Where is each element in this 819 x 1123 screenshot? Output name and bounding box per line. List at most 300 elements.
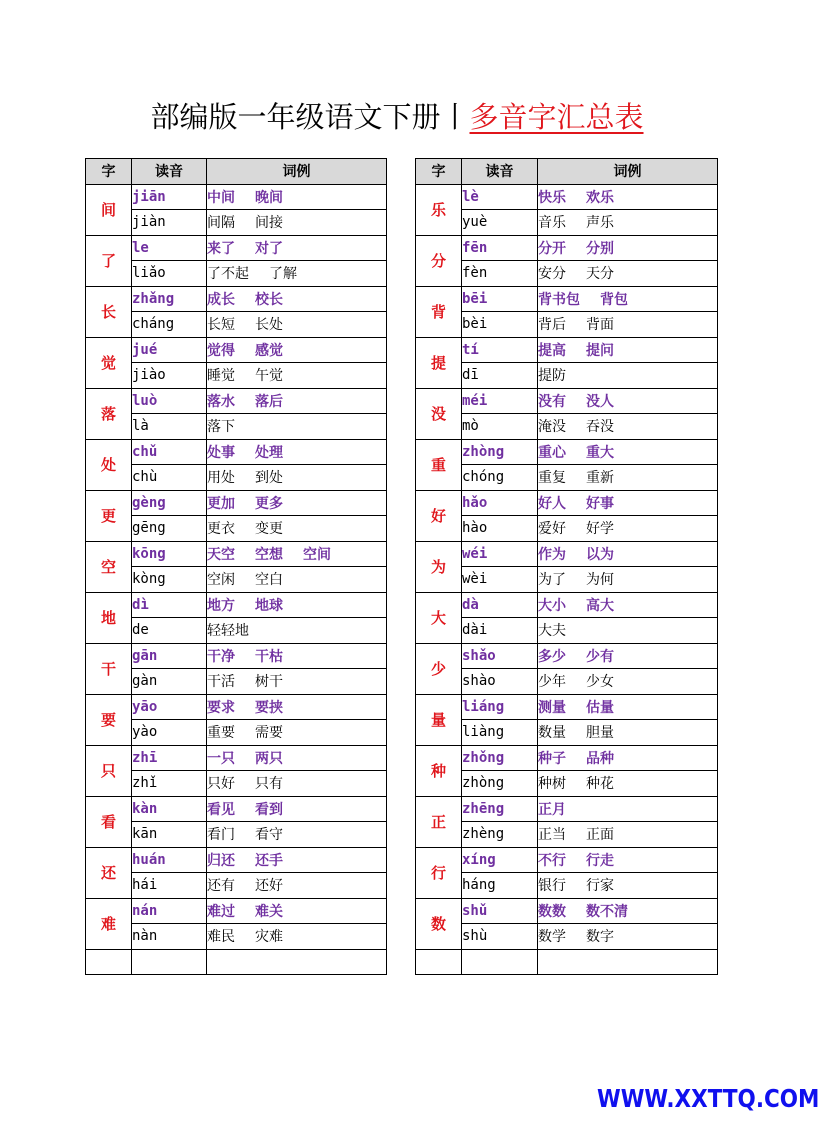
left-table bbox=[85, 158, 387, 975]
example-word: 安分 bbox=[538, 266, 566, 283]
example-word: 多少 bbox=[538, 648, 566, 665]
example-word: 长短 bbox=[207, 317, 235, 334]
table-row bbox=[86, 210, 387, 236]
example-words-cell bbox=[207, 822, 387, 848]
pinyin-cell: háng bbox=[462, 873, 538, 899]
pinyin-cell: shào bbox=[462, 669, 538, 695]
example-words-cell bbox=[538, 669, 718, 695]
pinyin-cell: liáng bbox=[462, 694, 538, 720]
polyphone-char: 正 bbox=[416, 796, 462, 847]
example-word: 背包 bbox=[600, 291, 628, 308]
table-row bbox=[86, 720, 387, 746]
table-row bbox=[86, 771, 387, 797]
table-row bbox=[416, 465, 718, 491]
table-row bbox=[416, 924, 718, 950]
example-word: 睡觉 bbox=[207, 368, 235, 385]
example-word: 变更 bbox=[255, 521, 283, 538]
example-words-cell bbox=[207, 414, 387, 440]
example-words-cell bbox=[538, 822, 718, 848]
table-row bbox=[416, 822, 718, 848]
example-word: 觉得 bbox=[207, 342, 235, 359]
table-row bbox=[416, 771, 718, 797]
pinyin-cell: tí bbox=[462, 337, 538, 363]
example-words-cell bbox=[207, 210, 387, 236]
example-word: 处理 bbox=[255, 444, 283, 461]
table-row bbox=[416, 286, 718, 312]
table-row bbox=[86, 592, 387, 618]
example-word: 难民 bbox=[207, 929, 235, 946]
header-char: 字 bbox=[86, 159, 132, 185]
polyphone-char: 提 bbox=[416, 337, 462, 388]
example-words-cell bbox=[538, 643, 718, 669]
example-word: 看守 bbox=[255, 827, 283, 844]
example-word: 少年 bbox=[538, 674, 566, 691]
example-words-cell bbox=[538, 286, 718, 312]
example-word: 没人 bbox=[586, 393, 614, 410]
example-word: 少女 bbox=[586, 674, 614, 691]
table-row bbox=[416, 567, 718, 593]
example-word: 看到 bbox=[255, 801, 283, 818]
pinyin-cell: méi bbox=[462, 388, 538, 414]
pinyin-cell: chǔ bbox=[132, 439, 207, 465]
example-word: 落后 bbox=[255, 393, 283, 410]
example-word: 胆量 bbox=[586, 725, 614, 742]
pinyin-cell: kàn bbox=[132, 796, 207, 822]
example-word: 午觉 bbox=[255, 368, 283, 385]
example-word: 快乐 bbox=[538, 189, 566, 206]
table-row bbox=[86, 796, 387, 822]
table-row bbox=[416, 312, 718, 338]
example-word: 间隔 bbox=[207, 215, 235, 232]
pinyin-cell: zhǎng bbox=[132, 286, 207, 312]
right-table bbox=[415, 158, 718, 975]
example-words-cell bbox=[538, 694, 718, 720]
example-word: 要求 bbox=[207, 699, 235, 716]
polyphone-char: 更 bbox=[86, 490, 132, 541]
pinyin-cell: lè bbox=[462, 184, 538, 210]
example-words-cell bbox=[538, 337, 718, 363]
polyphone-char: 行 bbox=[416, 847, 462, 898]
example-word: 声乐 bbox=[586, 215, 614, 232]
example-word: 处事 bbox=[207, 444, 235, 461]
example-words-cell bbox=[538, 771, 718, 797]
example-word: 感觉 bbox=[255, 342, 283, 359]
pinyin-cell: zhòng bbox=[462, 439, 538, 465]
table-row bbox=[86, 643, 387, 669]
example-word: 欢乐 bbox=[586, 189, 614, 206]
pinyin-cell: dài bbox=[462, 618, 538, 644]
example-word: 空间 bbox=[303, 546, 331, 563]
example-word: 淹没 bbox=[538, 419, 566, 436]
pinyin-cell: luò bbox=[132, 388, 207, 414]
example-word: 轻轻地 bbox=[207, 623, 249, 640]
table-row bbox=[416, 414, 718, 440]
table-row bbox=[416, 388, 718, 414]
pinyin-cell: hái bbox=[132, 873, 207, 899]
example-word: 音乐 bbox=[538, 215, 566, 232]
pinyin-cell: cháng bbox=[132, 312, 207, 338]
header-examples: 词例 bbox=[207, 159, 387, 185]
table-row bbox=[86, 490, 387, 516]
polyphone-char: 要 bbox=[86, 694, 132, 745]
example-word: 银行 bbox=[538, 878, 566, 895]
example-word: 大夫 bbox=[538, 623, 566, 640]
empty-cell bbox=[462, 949, 538, 975]
table-row bbox=[416, 847, 718, 873]
example-word: 天空 bbox=[207, 546, 235, 563]
pinyin-cell: mò bbox=[462, 414, 538, 440]
example-word: 大小 bbox=[538, 597, 566, 614]
example-word: 间接 bbox=[255, 215, 283, 232]
table-row bbox=[416, 720, 718, 746]
example-words-cell bbox=[538, 847, 718, 873]
example-word: 重心 bbox=[538, 444, 566, 461]
pinyin-cell: shù bbox=[462, 924, 538, 950]
example-word: 只有 bbox=[255, 776, 283, 793]
example-word: 背面 bbox=[586, 317, 614, 334]
example-word: 干枯 bbox=[255, 648, 283, 665]
example-word: 以为 bbox=[586, 546, 614, 563]
pinyin-cell: zhī bbox=[132, 745, 207, 771]
empty-row bbox=[86, 949, 387, 975]
pinyin-cell: nàn bbox=[132, 924, 207, 950]
example-word: 为了 bbox=[538, 572, 566, 589]
table-row bbox=[86, 439, 387, 465]
example-word: 地方 bbox=[207, 597, 235, 614]
example-word: 品种 bbox=[586, 750, 614, 767]
example-words-cell bbox=[538, 312, 718, 338]
pinyin-cell: kān bbox=[132, 822, 207, 848]
example-words-cell bbox=[538, 184, 718, 210]
example-words-cell bbox=[538, 541, 718, 567]
empty-cell bbox=[132, 949, 207, 975]
table-row bbox=[416, 235, 718, 261]
example-word: 为何 bbox=[586, 572, 614, 589]
polyphone-char: 觉 bbox=[86, 337, 132, 388]
table-row bbox=[86, 694, 387, 720]
table-row bbox=[416, 184, 718, 210]
example-words-cell bbox=[207, 286, 387, 312]
pinyin-cell: zhēng bbox=[462, 796, 538, 822]
example-word: 长处 bbox=[255, 317, 283, 334]
title-highlight: 多音字汇总表 bbox=[469, 100, 644, 134]
example-words-cell bbox=[207, 439, 387, 465]
table-row bbox=[416, 873, 718, 899]
example-words-cell bbox=[538, 235, 718, 261]
example-word: 空闲 bbox=[207, 572, 235, 589]
example-word: 高大 bbox=[586, 597, 614, 614]
example-word: 难过 bbox=[207, 903, 235, 920]
table-row bbox=[416, 516, 718, 542]
polyphone-char: 难 bbox=[86, 898, 132, 949]
table-row bbox=[86, 337, 387, 363]
example-word: 估量 bbox=[586, 699, 614, 716]
example-word: 数字 bbox=[586, 929, 614, 946]
example-word: 校长 bbox=[255, 291, 283, 308]
example-word: 提防 bbox=[538, 368, 566, 385]
pinyin-cell: yào bbox=[132, 720, 207, 746]
polyphone-char: 重 bbox=[416, 439, 462, 490]
table-row bbox=[416, 669, 718, 695]
example-word: 落水 bbox=[207, 393, 235, 410]
table-row bbox=[86, 286, 387, 312]
example-word: 更衣 bbox=[207, 521, 235, 538]
polyphone-char: 处 bbox=[86, 439, 132, 490]
pinyin-cell: shǔ bbox=[462, 898, 538, 924]
example-word: 两只 bbox=[255, 750, 283, 767]
pinyin-cell: jué bbox=[132, 337, 207, 363]
table-row bbox=[416, 337, 718, 363]
table-row bbox=[86, 235, 387, 261]
example-words-cell bbox=[538, 924, 718, 950]
example-word: 难关 bbox=[255, 903, 283, 920]
pinyin-cell: hào bbox=[462, 516, 538, 542]
example-word: 天分 bbox=[586, 266, 614, 283]
polyphone-char: 了 bbox=[86, 235, 132, 286]
example-words-cell bbox=[538, 261, 718, 287]
table-row bbox=[86, 898, 387, 924]
table-row bbox=[416, 796, 718, 822]
example-words-cell bbox=[207, 924, 387, 950]
example-word: 中间 bbox=[207, 189, 235, 206]
header-row bbox=[86, 159, 387, 185]
pinyin-cell: jiàn bbox=[132, 210, 207, 236]
pinyin-cell: gèng bbox=[132, 490, 207, 516]
header-reading: 读音 bbox=[132, 159, 207, 185]
example-word: 少有 bbox=[586, 648, 614, 665]
pinyin-cell: kòng bbox=[132, 567, 207, 593]
table-row bbox=[86, 541, 387, 567]
example-words-cell bbox=[538, 388, 718, 414]
example-word: 分开 bbox=[538, 240, 566, 257]
example-words-cell bbox=[207, 771, 387, 797]
polyphone-char: 还 bbox=[86, 847, 132, 898]
pinyin-cell: zhǐ bbox=[132, 771, 207, 797]
example-word: 树干 bbox=[255, 674, 283, 691]
empty-cell bbox=[86, 949, 132, 975]
example-words-cell bbox=[207, 796, 387, 822]
example-word: 背后 bbox=[538, 317, 566, 334]
example-word: 来了 bbox=[207, 240, 235, 257]
example-words-cell bbox=[538, 720, 718, 746]
polyphone-char: 空 bbox=[86, 541, 132, 592]
polyphone-char: 种 bbox=[416, 745, 462, 796]
table-row bbox=[416, 490, 718, 516]
example-words-cell bbox=[207, 261, 387, 287]
pinyin-cell: chù bbox=[132, 465, 207, 491]
pinyin-cell: dà bbox=[462, 592, 538, 618]
header-examples: 词例 bbox=[538, 159, 718, 185]
example-word: 重大 bbox=[586, 444, 614, 461]
polyphone-char: 分 bbox=[416, 235, 462, 286]
example-word: 地球 bbox=[255, 597, 283, 614]
polyphone-char: 间 bbox=[86, 184, 132, 235]
example-word: 好学 bbox=[586, 521, 614, 538]
example-words-cell bbox=[207, 643, 387, 669]
table-row bbox=[86, 618, 387, 644]
example-word: 数不清 bbox=[586, 903, 628, 920]
example-word: 到处 bbox=[255, 470, 283, 487]
example-words-cell bbox=[207, 873, 387, 899]
example-word: 正当 bbox=[538, 827, 566, 844]
header-char: 字 bbox=[416, 159, 462, 185]
example-words-cell bbox=[207, 720, 387, 746]
example-words-cell bbox=[538, 796, 718, 822]
polyphone-char: 干 bbox=[86, 643, 132, 694]
pinyin-cell: bēi bbox=[462, 286, 538, 312]
table-row bbox=[416, 694, 718, 720]
example-word: 落下 bbox=[207, 419, 235, 436]
example-words-cell bbox=[538, 490, 718, 516]
pinyin-cell: liǎo bbox=[132, 261, 207, 287]
example-words-cell bbox=[538, 439, 718, 465]
example-words-cell bbox=[207, 184, 387, 210]
polyphone-char: 量 bbox=[416, 694, 462, 745]
example-word: 看门 bbox=[207, 827, 235, 844]
example-word: 不行 bbox=[538, 852, 566, 869]
table-row bbox=[416, 745, 718, 771]
table-row bbox=[86, 388, 387, 414]
pinyin-cell: xíng bbox=[462, 847, 538, 873]
example-words-cell bbox=[538, 465, 718, 491]
empty-cell bbox=[207, 949, 387, 975]
example-words-cell bbox=[207, 669, 387, 695]
table-row bbox=[86, 414, 387, 440]
example-word: 还手 bbox=[255, 852, 283, 869]
polyphone-char: 大 bbox=[416, 592, 462, 643]
pinyin-cell: fèn bbox=[462, 261, 538, 287]
example-words-cell bbox=[207, 363, 387, 389]
example-words-cell bbox=[538, 873, 718, 899]
header-row bbox=[416, 159, 718, 185]
empty-row bbox=[416, 949, 718, 975]
example-word: 数量 bbox=[538, 725, 566, 742]
pinyin-cell: gān bbox=[132, 643, 207, 669]
pinyin-cell: zhòng bbox=[462, 771, 538, 797]
example-word: 重复 bbox=[538, 470, 566, 487]
table-row bbox=[86, 873, 387, 899]
polyphone-char: 少 bbox=[416, 643, 462, 694]
example-words-cell bbox=[538, 516, 718, 542]
example-word: 行走 bbox=[586, 852, 614, 869]
example-word: 好人 bbox=[538, 495, 566, 512]
table-row bbox=[86, 184, 387, 210]
pinyin-cell: gēng bbox=[132, 516, 207, 542]
example-word: 提问 bbox=[586, 342, 614, 359]
pinyin-cell: jiān bbox=[132, 184, 207, 210]
example-words-cell bbox=[207, 694, 387, 720]
example-word: 晚间 bbox=[255, 189, 283, 206]
polyphone-char: 没 bbox=[416, 388, 462, 439]
table-row bbox=[416, 618, 718, 644]
example-word: 吞没 bbox=[586, 419, 614, 436]
example-words-cell bbox=[207, 465, 387, 491]
table-row bbox=[416, 643, 718, 669]
example-word: 干净 bbox=[207, 648, 235, 665]
table-row bbox=[416, 439, 718, 465]
pinyin-cell: gàn bbox=[132, 669, 207, 695]
example-word: 看见 bbox=[207, 801, 235, 818]
example-word: 正面 bbox=[586, 827, 614, 844]
header-reading: 读音 bbox=[462, 159, 538, 185]
example-word: 空白 bbox=[255, 572, 283, 589]
table-row bbox=[86, 822, 387, 848]
example-word: 作为 bbox=[538, 546, 566, 563]
table-row bbox=[86, 669, 387, 695]
pinyin-cell: huán bbox=[132, 847, 207, 873]
example-words-cell bbox=[538, 618, 718, 644]
pinyin-cell: wèi bbox=[462, 567, 538, 593]
polyphone-char: 为 bbox=[416, 541, 462, 592]
example-words-cell bbox=[538, 414, 718, 440]
table-row bbox=[416, 541, 718, 567]
example-words-cell bbox=[538, 898, 718, 924]
table-row bbox=[416, 261, 718, 287]
example-word: 行家 bbox=[586, 878, 614, 895]
example-word: 只好 bbox=[207, 776, 235, 793]
example-word: 更多 bbox=[255, 495, 283, 512]
example-words-cell bbox=[207, 898, 387, 924]
table-row bbox=[86, 363, 387, 389]
pinyin-cell: kōng bbox=[132, 541, 207, 567]
pinyin-cell: dì bbox=[132, 592, 207, 618]
example-word: 种树 bbox=[538, 776, 566, 793]
pinyin-cell: yuè bbox=[462, 210, 538, 236]
example-word: 空想 bbox=[255, 546, 283, 563]
example-word: 一只 bbox=[207, 750, 235, 767]
polyphone-char: 地 bbox=[86, 592, 132, 643]
pinyin-cell: hǎo bbox=[462, 490, 538, 516]
table-row bbox=[86, 745, 387, 771]
pinyin-cell: nán bbox=[132, 898, 207, 924]
polyphone-char: 乐 bbox=[416, 184, 462, 235]
title-main: 部编版一年级语文下册丨 bbox=[150, 100, 470, 134]
pinyin-cell: zhǒng bbox=[462, 745, 538, 771]
example-words-cell bbox=[207, 745, 387, 771]
pinyin-cell: zhèng bbox=[462, 822, 538, 848]
pinyin-cell: jiào bbox=[132, 363, 207, 389]
pinyin-cell: de bbox=[132, 618, 207, 644]
example-word: 了解 bbox=[269, 266, 297, 283]
table-row bbox=[86, 567, 387, 593]
example-word: 提高 bbox=[538, 342, 566, 359]
example-words-cell bbox=[207, 618, 387, 644]
example-word: 要挟 bbox=[255, 699, 283, 716]
example-word: 没有 bbox=[538, 393, 566, 410]
example-words-cell bbox=[538, 567, 718, 593]
example-word: 还好 bbox=[255, 878, 283, 895]
pinyin-cell: le bbox=[132, 235, 207, 261]
example-word: 数学 bbox=[538, 929, 566, 946]
polyphone-char: 长 bbox=[86, 286, 132, 337]
table-row bbox=[416, 363, 718, 389]
example-words-cell bbox=[207, 388, 387, 414]
table-row bbox=[416, 592, 718, 618]
polyphone-char: 数 bbox=[416, 898, 462, 949]
pinyin-cell: bèi bbox=[462, 312, 538, 338]
example-word: 更加 bbox=[207, 495, 235, 512]
polyphone-char: 好 bbox=[416, 490, 462, 541]
table-row bbox=[86, 516, 387, 542]
example-words-cell bbox=[538, 592, 718, 618]
example-word: 测量 bbox=[538, 699, 566, 716]
example-word: 种子 bbox=[538, 750, 566, 767]
example-words-cell bbox=[538, 210, 718, 236]
example-word: 用处 bbox=[207, 470, 235, 487]
example-word: 对了 bbox=[255, 240, 283, 257]
example-word: 正月 bbox=[538, 801, 566, 818]
pinyin-cell: yāo bbox=[132, 694, 207, 720]
